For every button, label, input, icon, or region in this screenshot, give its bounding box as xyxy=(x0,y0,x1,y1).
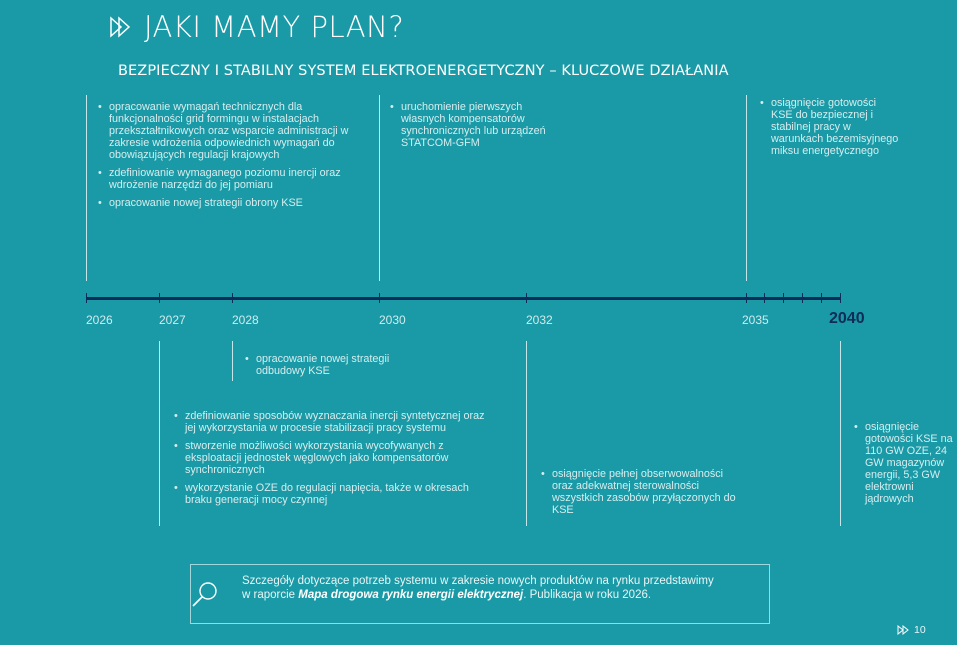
actions-2027 xyxy=(174,410,494,512)
connector-2032 xyxy=(526,341,527,526)
list-item: • osiągnięcie gotowości KSE na 110 GW OZE, 24 GW magazynów energii, 5,3 GW elektrowni jądrowych xyxy=(854,421,954,505)
actions-2035 xyxy=(760,97,900,163)
year-2027: 2027 xyxy=(159,313,186,327)
timeline-axis xyxy=(86,297,841,300)
double-arrow-icon xyxy=(897,625,911,635)
magnifier-icon xyxy=(190,580,220,610)
year-2035: 2035 xyxy=(742,313,769,327)
actions-2032 xyxy=(541,468,741,522)
tick xyxy=(783,293,784,303)
report-title: Mapa drogowa rynku energii elektrycznej xyxy=(298,589,524,601)
tick xyxy=(379,293,380,303)
list-item: • osiągnięcie gotowości KSE do bezpiecznej i stabilnej pracy w warunkach bezemisyjnego miksu energetycznego xyxy=(760,97,900,157)
actions-2040 xyxy=(854,421,954,511)
connector-2040 xyxy=(840,341,841,526)
actions-2028 xyxy=(245,353,395,383)
actions-2026 xyxy=(98,101,378,215)
list-item: • zdefiniowanie sposobów wyznaczania inercji syntetycznej oraz jej wykorzystania w procesie stabilizacji pracy systemu xyxy=(174,410,494,434)
list-item: • stworzenie możliwości wykorzystania wycofywanych z eksploatacji jednostek węglowych jako kompensatorów synchronicznych xyxy=(174,440,494,476)
tick xyxy=(232,293,233,303)
page-subtitle: BEZPIECZNY I STABILNY SYSTEM ELEKTROENERGETYCZNY – KLUCZOWE DZIAŁANIA xyxy=(118,63,729,79)
list-item: • opracowanie nowej strategii odbudowy KSE xyxy=(245,353,395,377)
connector-2028 xyxy=(232,341,233,381)
year-2028: 2028 xyxy=(232,313,259,327)
tick xyxy=(802,293,803,303)
tick xyxy=(86,293,87,303)
list-item: • zdefiniowanie wymaganego poziomu inercji oraz wdrożenie narzędzi do jej pomiaru xyxy=(98,167,378,191)
tick xyxy=(526,293,527,303)
connector-2035 xyxy=(746,95,747,281)
double-arrow-icon xyxy=(110,16,136,38)
list-item: • osiągnięcie pełnej obserwowalności oraz adekwatnej sterowalności wszystkich zasobów przyłączonych do KSE xyxy=(541,468,741,516)
tick xyxy=(821,293,822,303)
year-2030: 2030 xyxy=(379,313,406,327)
info-line-1: Szczegóły dotyczące potrzeb systemu w zakresie nowych produktów na rynku przedstawimy xyxy=(242,575,714,587)
tick xyxy=(746,293,747,303)
connector-2027 xyxy=(159,341,160,526)
year-2040: 2040 xyxy=(829,310,865,327)
list-item: • wykorzystanie OZE do regulacji napięcia, także w okresach braku generacji mocy czynnej xyxy=(174,482,494,506)
tick xyxy=(159,293,160,303)
year-2032: 2032 xyxy=(526,313,553,327)
page-number: 10 xyxy=(897,624,926,636)
tick xyxy=(840,293,841,303)
actions-2030 xyxy=(390,101,560,155)
page-title: JAKI MAMY PLAN? xyxy=(144,10,405,44)
connector-2030 xyxy=(379,95,380,281)
list-item: • opracowanie wymagań technicznych dla funkcjonalności grid formingu w instalacjach przekształtnikowych oraz wsparcie administracji w zakresie wdrożenia odpowiednich wymagań do obowiązujących regulacji krajowych xyxy=(98,101,378,161)
connector-2026 xyxy=(86,95,87,281)
tick xyxy=(764,293,765,303)
info-text xyxy=(242,574,714,602)
title-block xyxy=(110,10,404,44)
list-item: • uruchomienie pierwszych własnych kompensatorów synchronicznych lub urządzeń STATCOM-GFM xyxy=(390,101,560,149)
info-line-2: w raporcie Mapa drogowa rynku energii elektrycznej. Publikacja w roku 2026. xyxy=(242,589,652,601)
year-2026: 2026 xyxy=(86,313,113,327)
list-item: • opracowanie nowej strategii obrony KSE xyxy=(98,197,378,209)
